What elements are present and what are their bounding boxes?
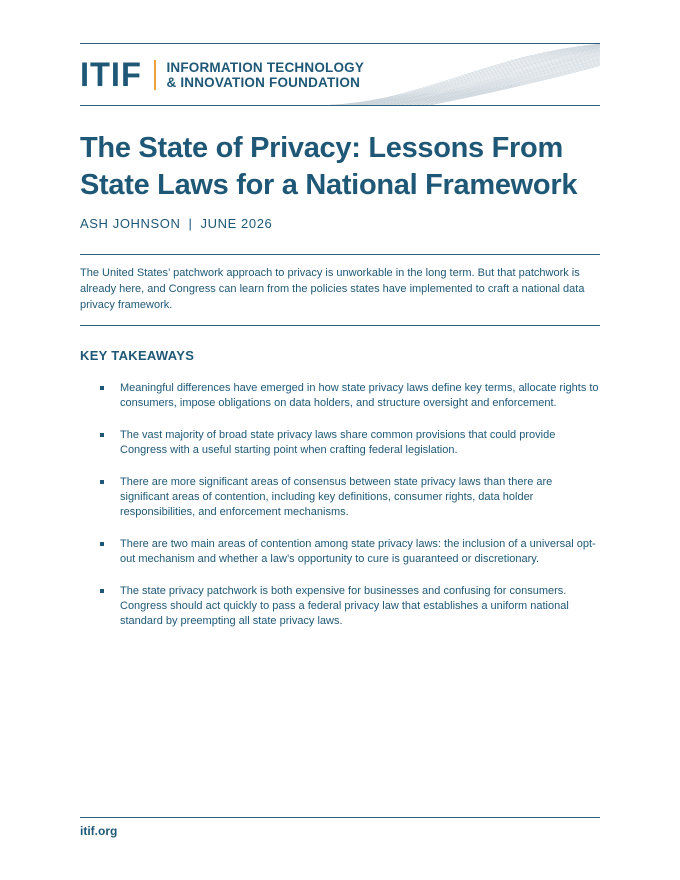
footer-rule <box>80 817 600 818</box>
header-banner <box>80 44 600 105</box>
takeaway-item: The vast majority of broad state privacy laws share common provisions that could provide Congress with a useful starting point when crafting federal legislation. <box>100 428 600 458</box>
logo-mark: ITIF <box>80 56 142 94</box>
header-bottom-rule <box>80 105 600 106</box>
logo-line-1: INFORMATION TECHNOLOGY <box>166 60 365 75</box>
takeaway-item: Meaningful differences have emerged in how state privacy laws define key terms, allocate rights to consumers, impose obligations on data holders, and structure oversight and enforcement. <box>100 381 600 411</box>
takeaway-item: The state privacy patchwork is both expensive for businesses and confusing for consumers. Congress should act quickly to pass a federal privacy law that establishes a uniform national standard by preempting all state privacy laws. <box>100 584 600 629</box>
itif-logo[interactable] <box>80 58 364 92</box>
logo-wordmark <box>166 60 364 90</box>
takeaway-item: There are two main areas of contention among state privacy laws: the inclusion of a universal opt-out mechanism and whether a law’s opportunity to cure is guaranteed or discretionary. <box>100 537 600 567</box>
logo-line-2: & INNOVATION FOUNDATION <box>166 75 361 90</box>
publication-date: JUNE 2026 <box>200 216 273 231</box>
key-takeaways-heading: KEY TAKEAWAYS <box>80 348 195 363</box>
footer-website-link[interactable]: itif.org <box>80 824 118 838</box>
author-name: ASH JOHNSON <box>80 216 181 231</box>
byline <box>80 216 272 232</box>
page-title: The State of Privacy: Lessons From State Laws for a National Framework <box>80 132 578 201</box>
takeaway-item: There are more significant areas of consensus between state privacy laws than there are significant areas of contention, including key definitions, consumer rights, data holder responsibilities, and enforcement mechanisms. <box>100 475 600 520</box>
logo-divider <box>154 60 156 90</box>
byline-separator: | <box>188 216 193 231</box>
abstract-bottom-rule <box>80 325 600 326</box>
abstract-text: The United States’ patchwork approach to privacy is unworkable in the long term. But that patchwork is already here, and Congress can learn from the policies states have implemented to craft a national data privacy framework. <box>80 267 585 311</box>
abstract-top-rule <box>80 254 600 255</box>
key-takeaways-list <box>100 381 600 646</box>
